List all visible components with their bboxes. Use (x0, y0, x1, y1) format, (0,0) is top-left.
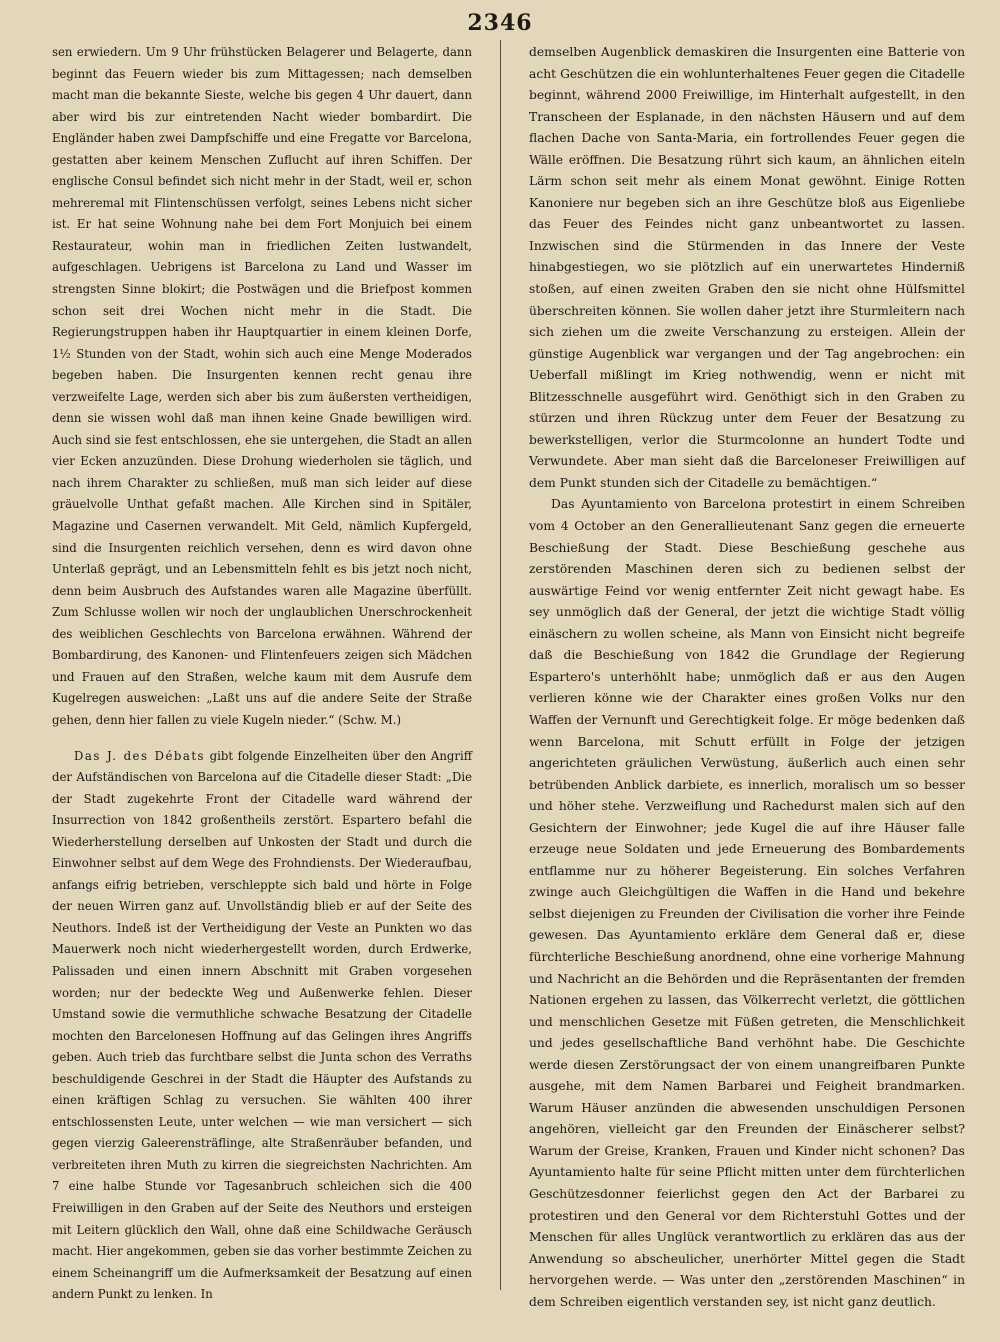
article-continuation-paragraph: sen erwiedern. Um 9 Uhr frühstücken Belagerer und Belagerte, dann beginnt das Feuern wieder bis zum Mittagessen; nach demselben macht man die bekannte Sieste, welche bis gegen 4 Uhr dauert, dann aber wird bis zur eintretenden Nacht wieder bombardirt. Die Engländer haben zwei Dampfschiffe und eine Fregatte vor Barcelona, gestatten aber keinem Menschen Zuflucht auf ihren Schiffen. Der englische Consul befindet sich nicht mehr in der Stadt, weil er, schon mehreremal mit Flintenschüssen verfolgt, seines Lebens nicht sicher ist. Er hat seine Wohnung nahe bei dem Fort Monjuich bei einem Restaurateur, wohin man in friedlichen Zeiten lustwandelt, aufgeschlagen. Uebrigens ist Barcelona zu Land und Wasser im strengsten Sinne blokirt; die Postwägen und die Briefpost kommen schon seit drei Wochen nicht mehr in die Stadt. Die Regierungstruppen haben ihr Hauptquartier in einem kleinen Dorfe, 1½ Stunden von der Stadt, wohin sich auch eine Menge Moderados begeben haben. Die Insurgenten kennen recht genau ihre verzweifelte Lage, werden sich aber bis zum äußersten vertheidigen, denn sie wissen wohl daß man ihnen keine Gnade bewilligen wird. Auch sind sie fest entschlossen, ehe sie untergehen, die Stadt an allen vier Ecken anzuzünden. Diese Drohung wiederholen sie täglich, und nach ihrem Charakter zu schließen, muß man sich leider auf diese gräuelvolle Unthat gefaßt machen. Alle Kirchen sind in Spitäler, Magazine und Casernen verwandelt. Mit Geld, nämlich Kupfergeld, sind die Insurgenten reichlich versehen, denn es wird davon ohne Unterlaß geprägt, und an Lebensmitteln fehlt es bis jetzt noch nicht, denn beim Ausbruch des Aufstandes waren alle Magazine überfüllt. Zum Schlusse wollen wir noch der unglaublichen Unerschrockenheit des weiblichen Geschlechts von Barcelona erwähnen. Während der Bombardirung, des Kanonen- und Flintenfeuers zeigen sich Mädchen und Frauen auf den Straßen, welche kaum mit dem Ausrufe dem Kugelregen ausweichen: „Laßt uns auf die andere Seite der Straße gehen, denn hier fallen zu viele Kugeln nieder.“ (Schw. M.) (52, 45, 472, 727)
citadel-attack-paragraph: demselben Augenblick demaskiren die Insurgenten eine Batterie von acht Geschützen die ein wohlunterhaltenes Feuer gegen die Citadelle beginnt, während 2000 Freiwillige, im Hinterhalt aufgestellt, in den Transcheen der Esplanade, in den nächsten Häusern und auf dem flachen Dache von Santa-Maria, ein fortrollendes Feuer gegen die Wälle eröffnen. Die Besatzung rührt sich kaum, an ähnlichen eiteln Lärm schon seit mehr als einem Monat gewöhnt. Einige Rotten Kanoniere nur begeben sich an ihre Geschütze bloß aus Eigenliebe das Feuer des Feindes nicht ganz unbeantwortet zu lassen. Inzwischen sind die Stürmenden in das Innere der Veste hinabgestiegen, wo sie plötzlich auf ein unerwartetes Hinderniß stoßen, auf einen zweiten Graben den sie nicht ohne Hülfsmittel überschreiten können. Sie wollen daher jetzt ihre Sturmleitern nach sich ziehen um die zweite Verschanzung zu ersteigen. Allein der günstige Augenblick war vergangen und der Tag angebrochen: ein Ueberfall mißlingt im Krieg nothwendig, wenn er nicht mit Blitzesschnelle ausgeführt wird. Genöthigt sich in den Graben zu stürzen und ihren Rückzug unter dem Feuer der Besatzung zu bewerkstelligen, verlor die Sturmcolonne an hundert Todte und Verwundete. Aber man sieht daß die Barceloneser Freiwilligen auf dem Punkt stunden sich der Citadelle zu bemächtigen.“ (529, 45, 965, 490)
debats-report-text: gibt folgende Einzelheiten über den Angriff der Aufständischen von Barcelona auf die Citadelle dieser Stadt: „Die der Stadt zugekehrte Front der Citadelle ward während der Insurrection von 1842 großentheils zerstört. Espartero befahl die Wiederherstellung derselben auf Unkosten der Stadt und durch die Einwohner selbst auf dem Wege des Frohndiensts. Der Wiederaufbau, anfangs eifrig betrieben, verschleppte sich bald und hörte in Folge der neuen Wirren ganz auf. Unvollständig blieb er auf der Seite des Neuthors. Indeß ist der Vertheidigung der Veste an Punkten wo das Mauerwerk noch nicht wiederhergestellt worden, durch Erdwerke, Palissaden und einen innern Abschnitt mit Graben vorgesehen worden; nur der bedeckte Weg und Außenwerke fehlen. Dieser Umstand sowie die vermuthliche schwache Besatzung der Citadelle mochten den Barcelonesen Hoffnung auf das Gelingen ihres Angriffs geben. Auch trieb das furchtbare selbst die Junta schon des Verraths beschuldigende Geschrei in der Stadt die Häupter des Aufstands zu einen kräftigen Schlag zu versuchen. Sie wählten 400 ihrer entschlossensten Leute, unter welchen — wie man versichert — sich gegen vierzig Galeerensträflinge, alte Straßenräuber befanden, und verbreiteten ihren Muth zu kirren die siegreichsten Nachrichten. Am 7 eine halbe Stunde vor Tagesanbruch schleichen sich die 400 Freiwilligen in den Graben auf der Seite des Neuthors und ersteigen mit Leitern glücklich den Wall, ohne daß eine Schildwache Geräusch macht. Hier angekommen, geben sie das vorher bestimmte Zeichen zu einem Scheinangriff um die Aufmerksamkeit der Besatzung auf einen andern Punkt zu lenken. In (52, 748, 473, 1302)
page-number: 2346 (467, 10, 533, 36)
ayuntamiento-protest-paragraph: Das Ayuntamiento von Barcelona protestirt in einem Schreiben vom 4 October an den Generallieutenant Sanz gegen die erneuerte Beschießung der Stadt. Diese Beschießung geschehe aus zerstörenden Maschinen deren sich zu bedienen selbst der auswärtige Feind vor wenig entfernter Zeit nicht gewagt habe. Es sey unmöglich daß der General, der jetzt die wichtige Stadt völlig einäschern zu wollen scheine, als Mann von Einsicht nicht begreife daß die Beschießung von 1842 die Grundlage der Regierung Espartero's unterhöhlt habe; unmöglich daß er aus den Augen verlieren könne wie der Charakter eines großen Volks nur den Waffen der Vernunft und Gerechtigkeit folge. Er möge bedenken daß wenn Barcelona, mit Schutt erfüllt in Folge der jetzigen angerichteten gräulichen Verwüstung, äußerlich auch einen sehr betrübenden Anblick darbiete, es innerlich, moralisch um so besser und höher stehe. Verzweiflung und Rachedurst malen sich auf den Gesichtern der Einwohner; jede Kugel die auf ihre Häuser falle erzeuge neue Soldaten und jede Erneuerung des Bombardements entflamme nur zu höherer Begeisterung. Ein solches Verfahren zwinge auch Gleichgültigen die Waffen in die Hand und bekehre selbst diejenigen zu Freunden der Civilisation die vorher ihre Feinde gewesen. Das Ayuntamiento erkläre dem General daß er, diese fürchterliche Beschießung anordnend, ohne eine vorherige Mahnung und Nachricht an die Behörden und die Repräsentanten der fremden Nationen ergehen zu lassen, das Völkerrecht verletzt, die göttlichen und menschlichen Gesetze mit Füßen getreten, die Menschlichkeit und jedes gesellschaftliche Band verhöhnt habe. Die Geschichte werde diesen Zerstörungsact der von einem unangreifbaren Punkte ausgehe, mit dem Namen Barbarei und Feigheit brandmarken. Warum Häuser anzünden die abwesenden unschuldigen Personen angehören, vielleicht gar den Freunden der Einäscherer selbst? Warum der Greise, Kranken, Frauen und Kinder nicht schonen? Das Ayuntamiento halte für seine Pflicht mitten unter dem fürchterlichen Geschützesdonner feierlichst gegen den Act der Barbarei zu protestiren und den General vor dem Richterstuhl Gottes und der Menschen für alles Unglück verantwortlich zu erklären das aus der Anwendung so abscheulicher, unerhörter Mittel gegen die Stadt hervorgehen werde. — Was unter den „zerstörenden Maschinen“ in dem Schreiben eigentlich verstanden sey, ist nicht ganz deutlich. (529, 497, 965, 1309)
source-lead: Das J. des Débats (74, 748, 206, 763)
column-divider (500, 40, 501, 1290)
left-column (52, 42, 472, 1306)
right-column (529, 42, 965, 1313)
debats-report-paragraph (52, 746, 472, 1306)
